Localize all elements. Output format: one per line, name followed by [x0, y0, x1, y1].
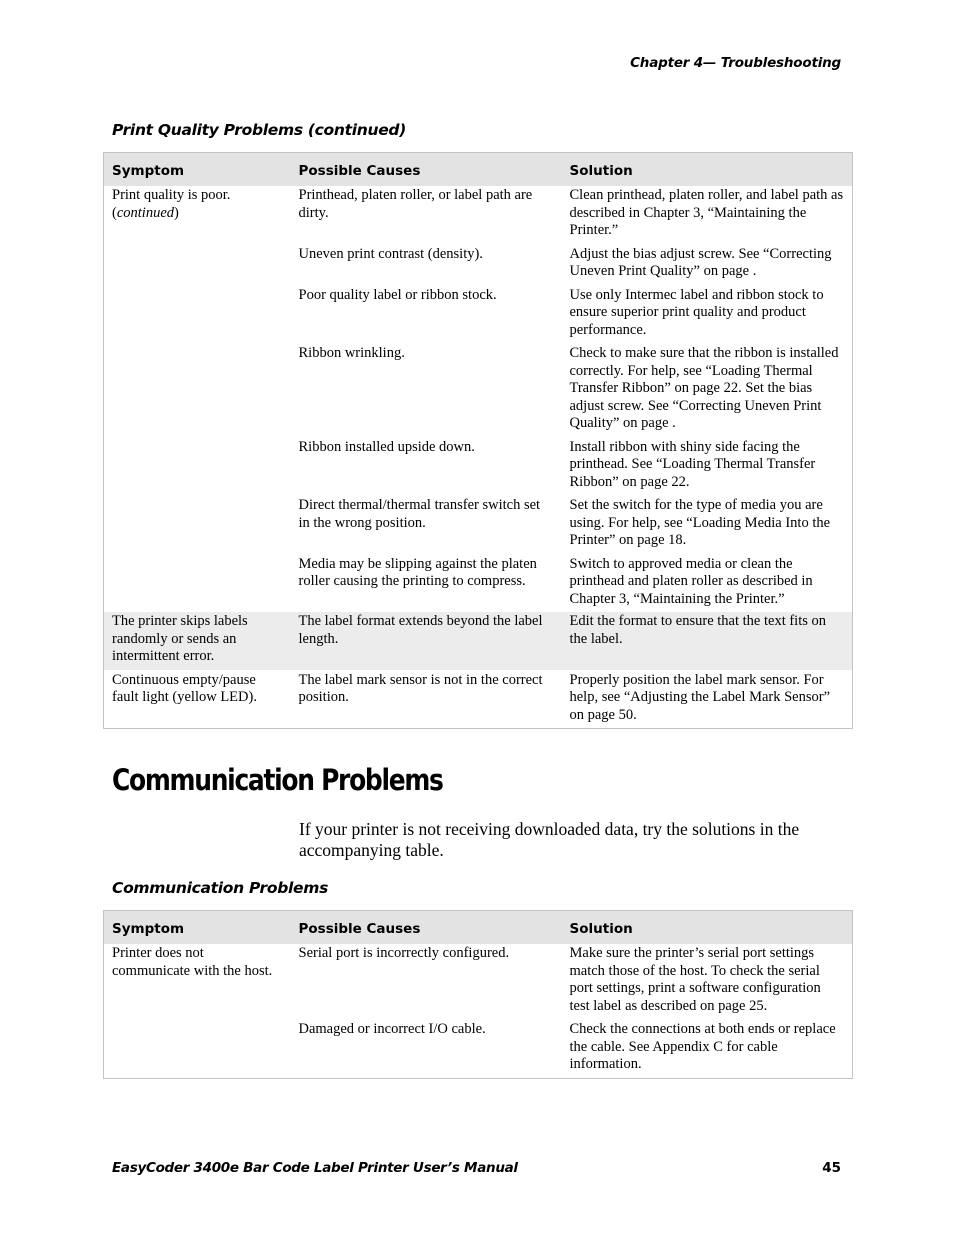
symptom-note: continued [116, 204, 175, 221]
symptom-cell: Print quality is poor. (continued) [112, 187, 231, 221]
solution-cell: Make sure the printer’s serial port settings match those of the host. To check the serial port settings, print a software configuration test label as described on page 25. [569, 945, 821, 1014]
cause-cell: Ribbon installed upside down. [298, 438, 475, 455]
symptom-cell: Printer does not communicate with the host. [112, 945, 273, 979]
column-header-solution: Solution [562, 911, 853, 945]
table2-title: Communication Problems [112, 879, 329, 897]
footer-page-number: 45 [822, 1160, 841, 1176]
table-row [104, 186, 853, 240]
table-row [104, 339, 853, 433]
symptom-cell [104, 1015, 291, 1078]
column-header-solution: Solution [562, 153, 853, 187]
symptom-cell: Continuous empty/pause fault light (yellow LED). [112, 671, 257, 705]
symptom-cell [104, 281, 291, 340]
cause-cell: Uneven print contrast (density). [298, 245, 483, 262]
table-row [104, 240, 853, 281]
table-header-row [104, 911, 853, 945]
table-row [104, 670, 853, 729]
table-row [104, 281, 853, 340]
column-header-symptom: Symptom [104, 153, 291, 187]
print-quality-table [103, 152, 853, 729]
cause-cell: Serial port is incorrectly configured. [298, 945, 510, 961]
table-row [104, 612, 853, 670]
solution-cell: Properly position the label mark sensor. For help, see “Adjusting the Label Mark Sensor” on page 50. [569, 671, 831, 723]
symptom-cell [104, 550, 291, 613]
column-header-symptom: Symptom [104, 911, 291, 945]
solution-cell: Edit the format to ensure that the text fits on the label. [562, 612, 853, 670]
cause-cell: Damaged or incorrect I/O cable. [298, 1021, 486, 1037]
solution-cell: Adjust the bias adjust screw. See “Correcting Uneven Print Quality” on page . [569, 245, 832, 279]
column-header-causes: Possible Causes [291, 153, 562, 187]
table-row [104, 944, 853, 1015]
symptom-cell [104, 240, 291, 281]
section-heading: Communication Problems [112, 763, 443, 797]
solution-cell: Install ribbon with shiny side facing the printhead. See “Loading Thermal Transfer Ribbon” on page 22. [569, 438, 816, 490]
cause-cell: The label format extends beyond the label length. [291, 612, 562, 670]
table-header-row [104, 153, 853, 187]
table1-title: Print Quality Problems (continued) [112, 121, 406, 139]
footer-manual-title: EasyCoder 3400e Bar Code Label Printer User’s Manual [112, 1160, 518, 1176]
symptom-cell: The printer skips labels randomly or sends an intermittent error. [104, 612, 291, 670]
section-intro: If your printer is not receiving downloaded data, try the solutions in the accompanying table. [299, 819, 800, 860]
solution-cell: Clean printhead, platen roller, and label path as described in Chapter 3, “Maintaining the Printer.” [569, 187, 844, 238]
symptom-cell [104, 433, 291, 492]
solution-cell: Check to make sure that the ribbon is installed correctly. For help, see “Loading Thermal Transfer Ribbon” on page 22. Set the bias adjust screw. See “Correcting Uneven Print Quality” on page . [569, 345, 839, 431]
cause-cell: The label mark sensor is not in the correct position. [298, 671, 543, 705]
cause-cell: Media may be slipping against the platen roller causing the printing to compress. [298, 555, 537, 589]
symptom-cell [104, 339, 291, 433]
table-row [104, 550, 853, 613]
communication-table [103, 910, 853, 1079]
cause-cell: Poor quality label or ribbon stock. [298, 286, 497, 303]
symptom-cell [104, 491, 291, 550]
symptom-text: Print quality is poor. [112, 187, 231, 203]
table-row [104, 433, 853, 492]
solution-cell: Use only Intermec label and ribbon stock to ensure superior print quality and product performance. [569, 286, 824, 338]
column-header-causes: Possible Causes [291, 911, 562, 945]
chapter-header: Chapter 4— Troubleshooting [630, 55, 841, 71]
cause-cell: Direct thermal/thermal transfer switch set in the wrong position. [298, 497, 541, 531]
table-row [104, 1015, 853, 1078]
solution-cell: Switch to approved media or clean the printhead and platen roller as described in Chapter 3, “Maintaining the Printer.” [569, 555, 813, 607]
table-row [104, 491, 853, 550]
solution-cell: Set the switch for the type of media you are using. For help, see “Loading Media Into the Printer” on page 18. [569, 497, 831, 548]
cause-cell: Ribbon wrinkling. [298, 345, 405, 361]
solution-cell: Check the connections at both ends or replace the cable. See Appendix C for cable information. [569, 1021, 836, 1072]
cause-cell: Printhead, platen roller, or label path are dirty. [298, 187, 533, 221]
